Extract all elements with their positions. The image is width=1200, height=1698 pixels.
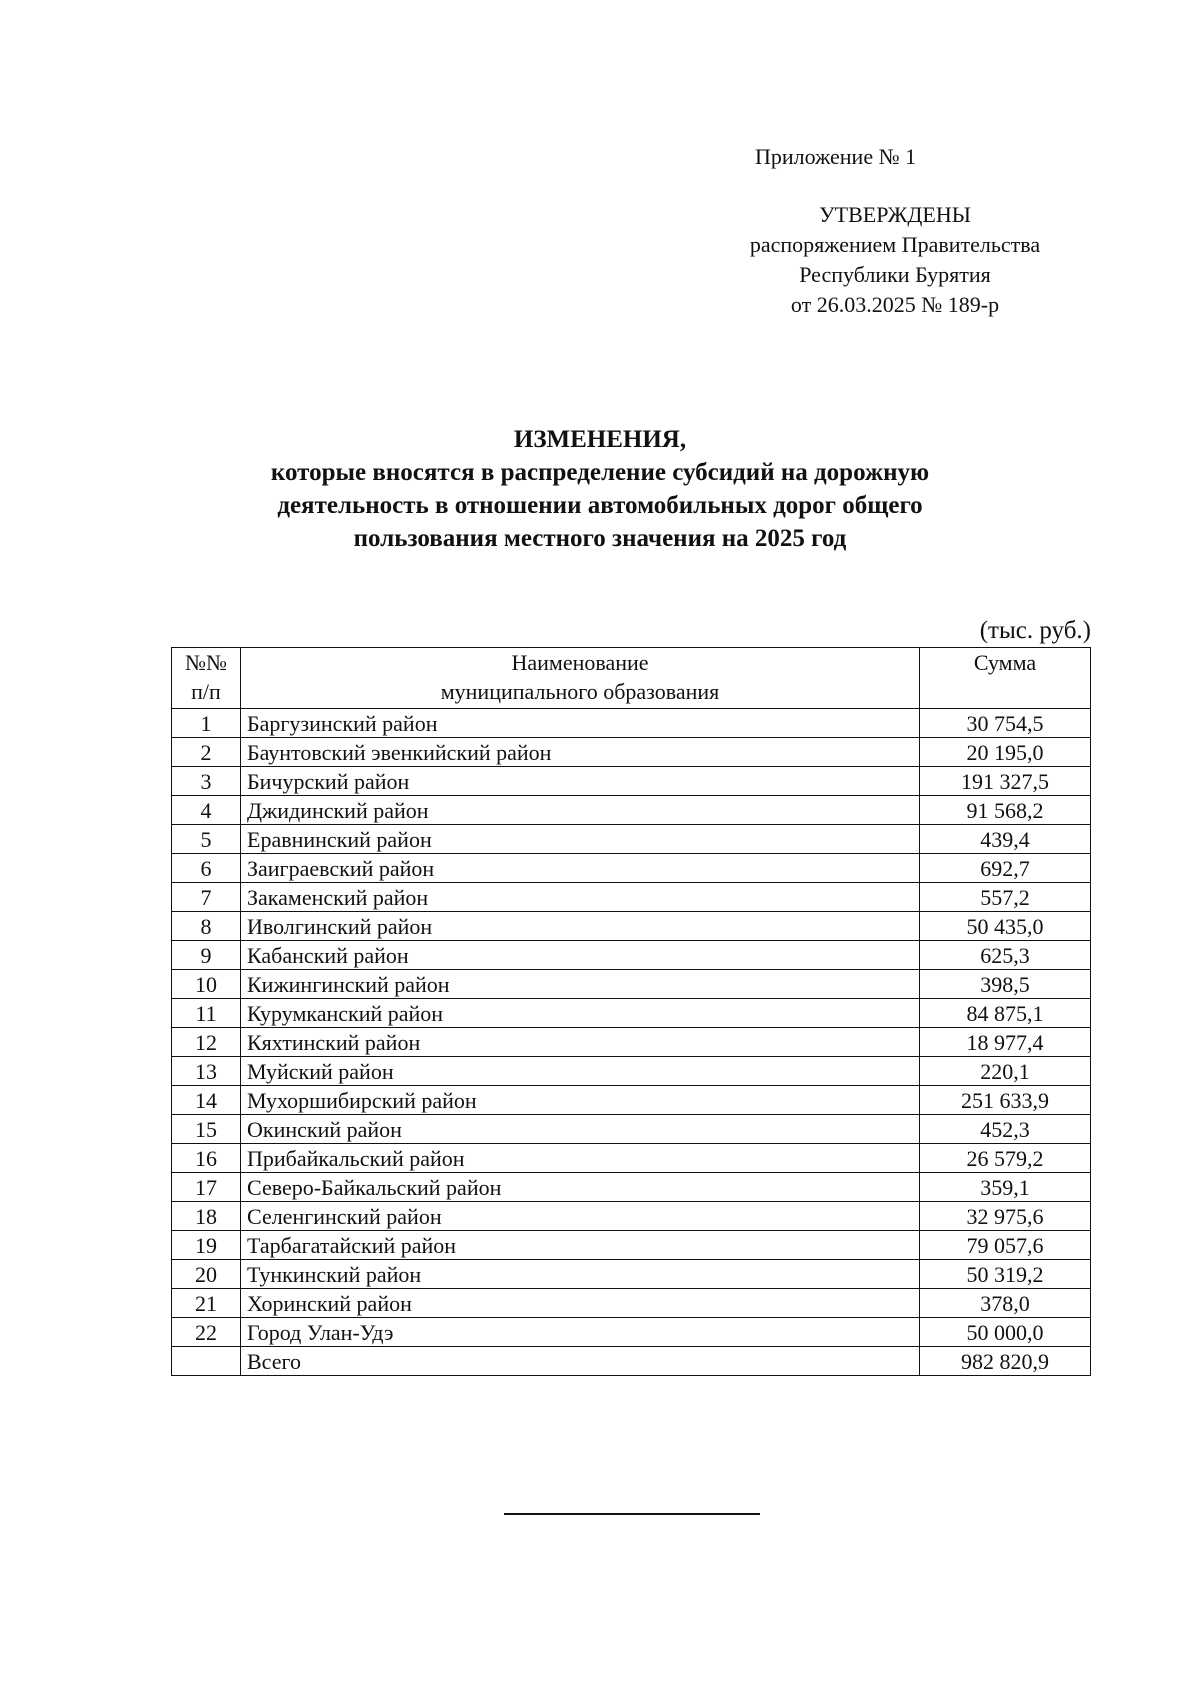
row-number (172, 1347, 241, 1376)
row-sum: 50 000,0 (920, 1318, 1091, 1347)
row-sum: 20 195,0 (920, 738, 1091, 767)
table-row (172, 1260, 1091, 1289)
table-row (172, 854, 1091, 883)
unit-label: (тыс. руб.) (979, 617, 1091, 644)
row-sum: 557,2 (920, 883, 1091, 912)
title-heading: ИЗМЕНЕНИЯ, (513, 426, 687, 453)
row-sum: 18 977,4 (920, 1028, 1091, 1057)
row-sum: 359,1 (920, 1173, 1091, 1202)
approved-by-line: распоряжением Правительства (749, 232, 1041, 257)
row-sum: 220,1 (920, 1057, 1091, 1086)
row-municipality: Кижингинский район (241, 970, 920, 999)
table-row (172, 1231, 1091, 1260)
row-number: 1 (172, 709, 241, 738)
header-number-line-2: п/п (191, 679, 221, 704)
table-row (172, 825, 1091, 854)
row-number: 12 (172, 1028, 241, 1057)
row-number: 14 (172, 1086, 241, 1115)
row-number: 20 (172, 1260, 241, 1289)
table-row (172, 1202, 1091, 1231)
row-municipality: Баргузинский район (241, 709, 920, 738)
row-municipality: Баунтовский эвенкийский район (241, 738, 920, 767)
row-municipality: Закаменский район (241, 883, 920, 912)
approved-label: УТВЕРЖДЕНЫ (819, 202, 971, 227)
row-number: 19 (172, 1231, 241, 1260)
row-municipality: Курумканский район (241, 999, 920, 1028)
row-municipality: Еравнинский район (241, 825, 920, 854)
row-municipality: Бичурский район (241, 767, 920, 796)
row-sum: 32 975,6 (920, 1202, 1091, 1231)
row-number: 4 (172, 796, 241, 825)
row-number: 17 (172, 1173, 241, 1202)
row-number: 2 (172, 738, 241, 767)
row-sum: 378,0 (920, 1289, 1091, 1318)
row-number: 7 (172, 883, 241, 912)
row-sum: 191 327,5 (920, 767, 1091, 796)
row-sum: 84 875,1 (920, 999, 1091, 1028)
approved-date-line: от 26.03.2025 № 189-р (790, 292, 1000, 317)
row-municipality: Иволгинский район (241, 912, 920, 941)
table-row (172, 767, 1091, 796)
row-number: 22 (172, 1318, 241, 1347)
header-name-line-2: муниципального образования (440, 679, 720, 704)
title-line-1: которые вносятся в распределение субсидий на дорожную (270, 459, 930, 486)
table-row (172, 1289, 1091, 1318)
table-header-row (172, 648, 1091, 709)
table-row (172, 1144, 1091, 1173)
table-total-row (172, 1347, 1091, 1376)
row-municipality: Заиграевский район (241, 854, 920, 883)
title-line-2: деятельность в отношении автомобильных дорог общего (277, 492, 923, 519)
table-row (172, 1057, 1091, 1086)
appendix-number: Приложение № 1 (755, 144, 917, 169)
row-number: 15 (172, 1115, 241, 1144)
row-sum: 625,3 (920, 941, 1091, 970)
approval-stamp-text (725, 200, 1065, 320)
row-municipality: Кяхтинский район (241, 1028, 920, 1057)
header-number-line-1: №№ (185, 650, 227, 675)
row-number: 18 (172, 1202, 241, 1231)
table-row (172, 1086, 1091, 1115)
row-municipality: Селенгинский район (241, 1202, 920, 1231)
table-row (172, 1173, 1091, 1202)
table-row (172, 941, 1091, 970)
table-row (172, 999, 1091, 1028)
header-name (241, 648, 920, 709)
row-number: 3 (172, 767, 241, 796)
table-row (172, 738, 1091, 767)
row-sum: 251 633,9 (920, 1086, 1091, 1115)
row-sum: 91 568,2 (920, 796, 1091, 825)
table-row (172, 1028, 1091, 1057)
row-sum: 398,5 (920, 970, 1091, 999)
table-row (172, 883, 1091, 912)
table-row (172, 796, 1091, 825)
row-sum: 982 820,9 (920, 1347, 1091, 1376)
table-row (172, 970, 1091, 999)
header-name-line-1: Наименование (511, 650, 649, 675)
table-row (172, 912, 1091, 941)
row-municipality: Прибайкальский район (241, 1144, 920, 1173)
row-sum: 692,7 (920, 854, 1091, 883)
row-sum: 50 435,0 (920, 912, 1091, 941)
approved-republic-line: Республики Бурятия (799, 262, 991, 287)
title-line-3: пользования местного значения на 2025 год (353, 525, 847, 552)
row-number: 8 (172, 912, 241, 941)
row-municipality: Всего (241, 1347, 920, 1376)
row-sum: 79 057,6 (920, 1231, 1091, 1260)
row-number: 21 (172, 1289, 241, 1318)
document-title (200, 423, 1000, 555)
row-municipality: Город Улан-Удэ (241, 1318, 920, 1347)
header-number (172, 648, 241, 709)
row-municipality: Тункинский район (241, 1260, 920, 1289)
row-number: 9 (172, 941, 241, 970)
closing-line (504, 1513, 760, 1515)
table-row (172, 709, 1091, 738)
row-sum: 50 319,2 (920, 1260, 1091, 1289)
row-sum: 452,3 (920, 1115, 1091, 1144)
row-municipality: Кабанский район (241, 941, 920, 970)
row-number: 13 (172, 1057, 241, 1086)
row-municipality: Окинский район (241, 1115, 920, 1144)
row-municipality: Мухоршибирский район (241, 1086, 920, 1115)
row-sum: 30 754,5 (920, 709, 1091, 738)
row-sum: 26 579,2 (920, 1144, 1091, 1173)
row-number: 10 (172, 970, 241, 999)
subsidy-table (171, 647, 1091, 1376)
table-row (172, 1115, 1091, 1144)
row-sum: 439,4 (920, 825, 1091, 854)
row-number: 5 (172, 825, 241, 854)
row-municipality: Муйский район (241, 1057, 920, 1086)
header-sum: Сумма (920, 648, 1091, 709)
row-municipality: Джидинский район (241, 796, 920, 825)
row-number: 11 (172, 999, 241, 1028)
row-number: 6 (172, 854, 241, 883)
table-row (172, 1318, 1091, 1347)
row-municipality: Северо-Байкальский район (241, 1173, 920, 1202)
row-municipality: Хоринский район (241, 1289, 920, 1318)
row-number: 16 (172, 1144, 241, 1173)
row-municipality: Тарбагатайский район (241, 1231, 920, 1260)
